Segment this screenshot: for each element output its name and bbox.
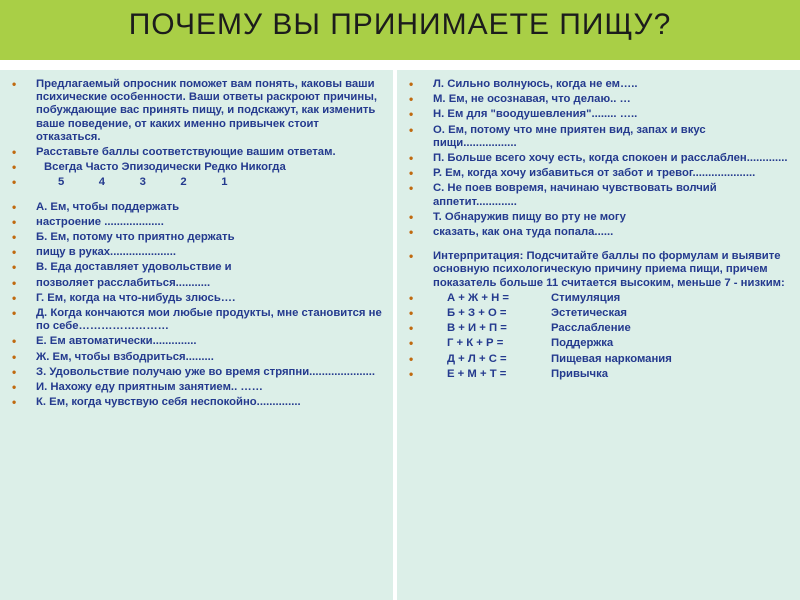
- formula-expression: В + И + П =: [447, 322, 507, 335]
- page-title: ПОЧЕМУ ВЫ ПРИНИМАЕТЕ ПИЩУ?: [128, 8, 672, 41]
- formula-result: Поддержка: [551, 337, 614, 350]
- scale-numbers: [12, 176, 383, 189]
- formula-expression: Г + К + Р =: [447, 337, 504, 350]
- list-item: • З. Удовольствие получаю уже во время стряпни.....................: [12, 366, 383, 379]
- scale-labels: [12, 161, 383, 174]
- formula-expression: Б + З + О =: [447, 307, 507, 320]
- list-item: • И. Нахожу еду приятным занятием.. ……: [12, 381, 383, 394]
- list-item: • А. Ем, чтобы поддержать: [12, 201, 383, 214]
- list-item: • позволяет расслабиться...........: [12, 277, 383, 290]
- list-item: • Л. Сильно волнуюсь, когда не ем…..: [409, 78, 792, 91]
- formula-row: [409, 322, 792, 335]
- list-item: • пищу в руках.....................: [12, 246, 383, 259]
- list-item: • Д. Когда кончаются мои любые продукты, мне становится не по себе……………………: [12, 307, 383, 333]
- list-item: • Ж. Ем, чтобы взбодриться.........: [12, 351, 383, 364]
- formula-result: Стимуляция: [551, 291, 621, 304]
- list-item: • С. Не поев вовремя, начинаю чувствовать волчий аппетит.............: [409, 182, 792, 208]
- scale-labels-text: Всегда Часто Эпизодически Редко Никогда: [44, 161, 286, 174]
- scale-numbers-text: 5 4 3 2 1: [58, 176, 228, 189]
- list-item: • настроение ...................: [12, 216, 383, 229]
- formula-expression: А + Ж + Н =: [447, 291, 510, 304]
- questionnaire-list: [0, 70, 393, 409]
- list-item: • О. Ем, потому что мне приятен вид, запах и вкус пищи.................: [409, 124, 792, 150]
- formula-row: [409, 292, 792, 305]
- list-item: • Е. Ем автоматически..............: [12, 335, 383, 348]
- formula-expression: Е + М + Т =: [447, 367, 507, 380]
- right-panel: [397, 70, 800, 600]
- formula-expression: Д + Л + С =: [447, 352, 507, 365]
- formula-row: [409, 353, 792, 366]
- formula-row: [409, 307, 792, 320]
- interpretation-text: • Интерпритация: Подсчитайте баллы по формулам и выявите основную психологическую причину приема пищи, причем показатель больше 11 считается высоким, меньше 7 - низким:: [409, 250, 792, 290]
- list-item: • Б. Ем, потому что приятно держать: [12, 231, 383, 244]
- formula-row: [409, 337, 792, 350]
- formula-result: Пищевая наркомания: [551, 352, 672, 365]
- list-item: • Н. Ем для "воодушевления"........ …..: [409, 108, 792, 121]
- formula-result: Привычка: [551, 367, 609, 380]
- list-item: • Г. Ем, когда на что-нибудь злюсь….: [12, 292, 383, 305]
- list-item: • сказать, как она туда попала......: [409, 226, 792, 239]
- list-item: • К. Ем, когда чувствую себя неспокойно..............: [12, 396, 383, 409]
- title-bar: [0, 0, 800, 60]
- questionnaire-list-continued: [397, 70, 800, 381]
- instruction-text: • Расставьте баллы соответствующие вашим ответам.: [12, 146, 383, 159]
- list-item: • П. Больше всего хочу есть, когда спокоен и расслаблен.............: [409, 152, 792, 165]
- formula-row: [409, 368, 792, 381]
- intro-text: • Предлагаемый опросник поможет вам понять, каковы ваши психические особенности. Ваши ответы раскроют причины, побуждающие вас принять пищу, и подскажут, как изменить ваше поведение, от каких именно привычек стоит отказаться.: [12, 78, 383, 144]
- left-panel: [0, 70, 393, 600]
- list-item: • Т. Обнаружив пищу во рту не могу: [409, 211, 792, 224]
- formula-result: Расслабление: [551, 322, 631, 335]
- list-item: • В. Еда доставляет удовольствие и: [12, 261, 383, 274]
- list-item: • Р. Ем, когда хочу избавиться от забот и тревог....................: [409, 167, 792, 180]
- list-item: • М. Ем, не осознавая, что делаю.. …: [409, 93, 792, 106]
- formula-result: Эстетическая: [551, 307, 627, 320]
